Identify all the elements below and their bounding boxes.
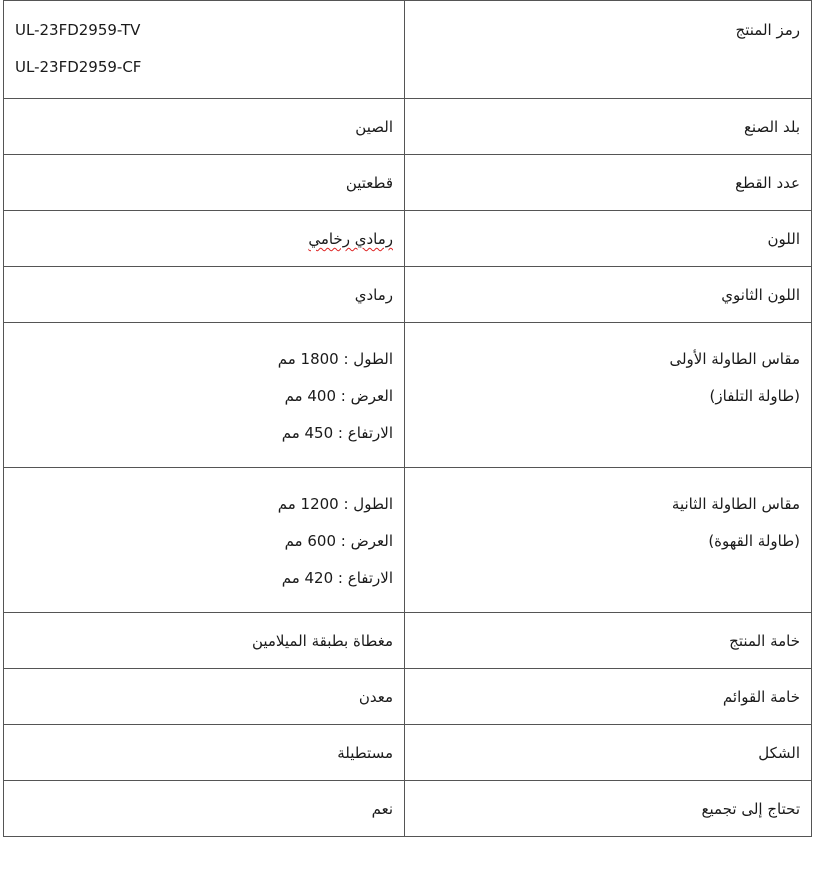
spec-value: الصين	[355, 118, 393, 136]
spec-value-cell	[4, 725, 405, 781]
spec-label-cell	[405, 781, 812, 837]
spec-label: خامة القوائم	[722, 688, 800, 706]
spec-value-cell	[4, 267, 405, 323]
spec-value-cell	[4, 781, 405, 837]
spec-label: مقاس الطاولة الأولى	[669, 350, 800, 368]
spec-label-cell	[405, 1, 812, 99]
product-code-tv: UL-23FD2959-TV	[15, 21, 141, 39]
spec-label: عدد القطع	[735, 174, 800, 192]
spec-row-legs-material	[4, 669, 812, 725]
spec-value-cell	[4, 669, 405, 725]
spec-label-cell	[405, 155, 812, 211]
spec-row-country	[4, 99, 812, 155]
spec-label: اللون	[767, 230, 800, 248]
spec-label-cell	[405, 468, 812, 613]
spec-row-material	[4, 613, 812, 669]
spec-label: الشكل	[758, 744, 800, 762]
spec-row-assembly	[4, 781, 812, 837]
product-spec-table	[3, 0, 812, 837]
spec-label-cell	[405, 725, 812, 781]
spec-label: خامة المنتج	[729, 632, 800, 650]
spec-value: قطعتين	[345, 174, 393, 192]
spec-label-cell	[405, 613, 812, 669]
spec-value: معدن	[358, 688, 393, 706]
spec-row-secondary-color	[4, 267, 812, 323]
spec-value-height: الارتفاع : 420 مم	[281, 569, 393, 587]
spec-value: رمادي رخامي	[308, 230, 393, 248]
spec-label-cell	[405, 99, 812, 155]
spec-label-cell	[405, 669, 812, 725]
spec-label: مقاس الطاولة الثانية	[671, 495, 800, 513]
spec-value-cell	[4, 323, 405, 468]
spec-row-color	[4, 211, 812, 267]
spec-label-sub: (طاولة القهوة)	[708, 532, 800, 550]
spec-value-cell	[4, 468, 405, 613]
spec-value-width: العرض : 400 مم	[284, 387, 393, 405]
spec-value-width: العرض : 600 مم	[284, 532, 393, 550]
spec-value-cell	[4, 99, 405, 155]
spec-value-length: الطول : 1800 مم	[277, 350, 393, 368]
spec-value-cell	[4, 1, 405, 99]
spec-value-cell	[4, 155, 405, 211]
spec-row-pieces	[4, 155, 812, 211]
spec-value: مغطاة بطبقة الميلامين	[251, 632, 393, 650]
spec-label-cell	[405, 267, 812, 323]
spec-label-cell	[405, 211, 812, 267]
spec-value: مستطيلة	[337, 744, 393, 762]
spec-label: بلد الصنع	[743, 118, 800, 136]
spec-value-length: الطول : 1200 مم	[277, 495, 393, 513]
spec-row-tv-table-size	[4, 323, 812, 468]
spec-label-cell	[405, 323, 812, 468]
spec-label: تحتاج إلى تجميع	[701, 800, 800, 818]
spec-row-shape	[4, 725, 812, 781]
spec-row-coffee-table-size	[4, 468, 812, 613]
spec-label-sub: (طاولة التلفاز)	[709, 387, 800, 405]
product-code-cf: UL-23FD2959-CF	[15, 58, 142, 76]
spec-value-cell	[4, 613, 405, 669]
spec-value: رمادي	[354, 286, 393, 304]
spec-row-product-code	[4, 1, 812, 99]
spec-value-height: الارتفاع : 450 مم	[281, 424, 393, 442]
spec-value-cell	[4, 211, 405, 267]
spec-label: رمز المنتج	[735, 21, 800, 39]
spec-label: اللون الثانوي	[721, 286, 800, 304]
spec-value: نعم	[371, 800, 393, 818]
